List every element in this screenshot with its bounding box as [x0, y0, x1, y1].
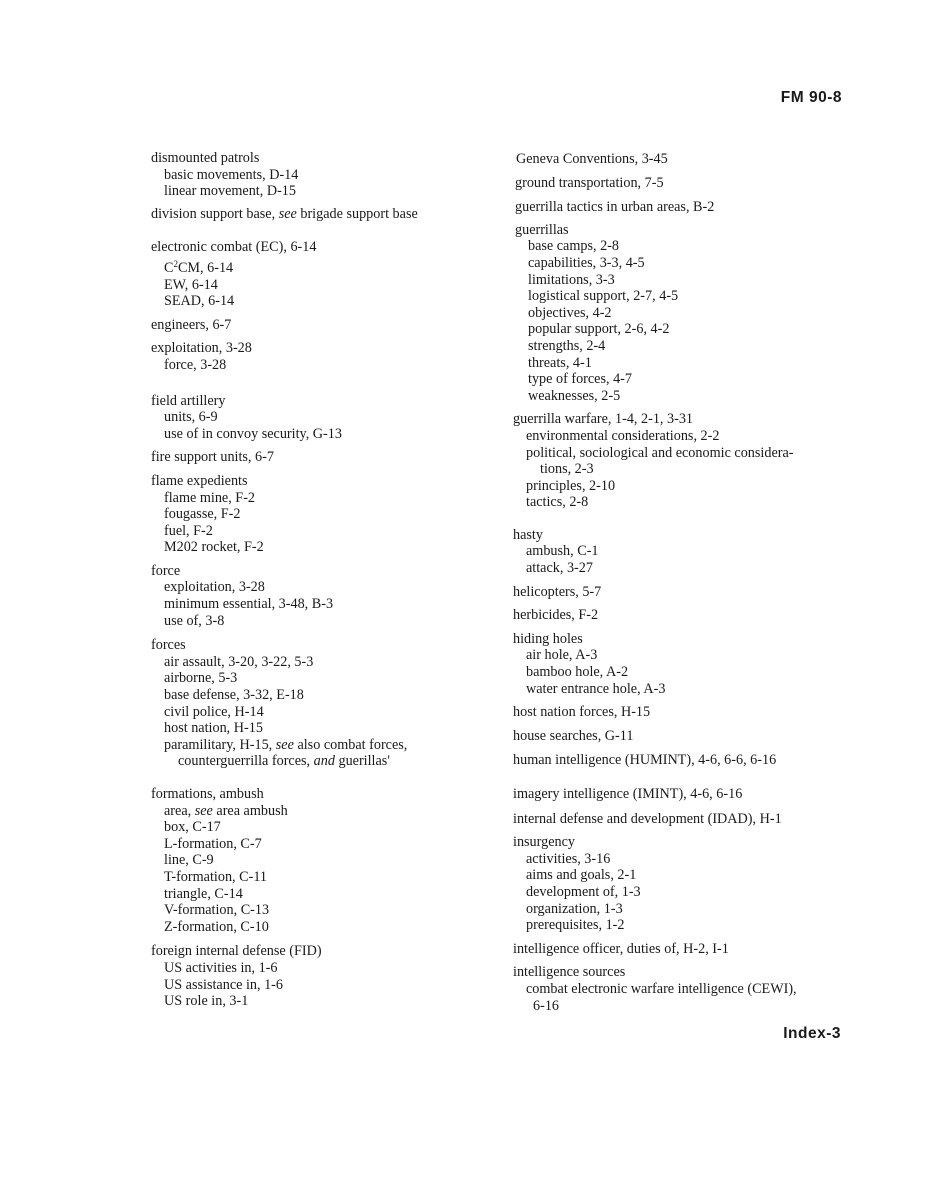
entry-subterm: threats, 4-1 [528, 354, 592, 371]
entry-subterm: Z-formation, C-10 [164, 918, 269, 935]
entry-subterm: V-formation, C-13 [164, 902, 270, 919]
index-entry-foreign-internal-defense [151, 943, 496, 1009]
entry-subterm: flame mine, F-2 [164, 489, 256, 506]
entry-subterm: use of, 3-8 [164, 612, 225, 629]
entry-term: engineers, 6-7 [151, 316, 232, 333]
entry-text: division support base, [151, 205, 279, 222]
entry-subterm: popular support, 2-6, 4-2 [528, 321, 670, 338]
entry-text: brigade support base [296, 205, 418, 222]
index-entry-imagery-intelligence [513, 786, 843, 803]
entry-term: forces [151, 637, 186, 654]
entry-term: force [151, 562, 181, 579]
entry-term: insurgency [513, 834, 575, 851]
entry-term: fire support units, 6-7 [151, 449, 274, 466]
entry-term: dismounted patrols [151, 150, 260, 166]
index-entry-geneva-conventions [513, 151, 843, 168]
entry-subterm: base camps, 2-8 [528, 238, 620, 255]
entry-subterm: tactics, 2-8 [526, 494, 589, 511]
index-entry-house-searches [513, 728, 843, 745]
index-entry-hiding-holes [513, 631, 843, 697]
index-column-right [513, 151, 843, 1014]
index-entry-field-artillery [151, 393, 496, 443]
see-reference: see [278, 205, 297, 222]
entry-subterm [151, 803, 496, 820]
index-entry-division-support-base [151, 206, 496, 223]
entry-term: flame expedients [151, 472, 248, 489]
entry-subterm: exploitation, 3-28 [164, 579, 265, 596]
entry-text: also combat forces, [293, 736, 408, 753]
entry-subterm: airborne, 5-3 [164, 670, 238, 687]
entry-term: intelligence officer, duties of, H-2, I-1 [513, 940, 729, 957]
index-entry-exploitation [151, 340, 496, 373]
entry-subterm: activities, 3-16 [526, 850, 611, 867]
entry-subterm: type of forces, 4-7 [528, 371, 633, 388]
entry-subterm: EW, 6-14 [164, 276, 218, 293]
entry-subterm: US activities in, 1-6 [164, 959, 278, 976]
entry-subterm: attack, 3-27 [526, 560, 593, 577]
index-entry-intelligence-officer [513, 941, 843, 958]
index-entry-human-intelligence [513, 752, 843, 769]
entry-subterm: fuel, F-2 [164, 522, 213, 539]
index-entry-dismounted-patrols [151, 150, 496, 200]
entry-continuation: tions, 2-3 [540, 461, 594, 478]
entry-term: formations, ambush [151, 786, 264, 802]
entry-term: Geneva Conventions, 3-45 [516, 151, 668, 167]
entry-subterm: triangle, C-14 [164, 885, 243, 902]
entry-text: paramilitary, H-15, [164, 736, 276, 753]
entry-text: CM, 6-14 [177, 259, 234, 276]
entry-term: guerrillas [515, 221, 569, 238]
index-entry-guerrilla-tactics [513, 199, 843, 216]
entry-term: helicopters, 5-7 [513, 583, 602, 600]
entry-term: ground transportation, 7-5 [515, 174, 664, 191]
index-entry-fire-support-units [151, 449, 496, 466]
entry-continuation [151, 753, 496, 770]
index-entry-guerrillas [513, 222, 843, 405]
entry-subterm [151, 256, 496, 277]
entry-subterm: strengths, 2-4 [528, 337, 606, 354]
index-entry-forces [151, 637, 496, 770]
entry-subterm: L-formation, C-7 [164, 835, 262, 852]
entry-subterm: units, 6-9 [164, 409, 218, 426]
entry-subterm: M202 rocket, F-2 [164, 539, 264, 556]
entry-subterm: bamboo hole, A-2 [526, 664, 629, 681]
entry-term [151, 206, 496, 223]
entry-subterm: ambush, C-1 [526, 543, 599, 560]
entry-subterm: principles, 2-10 [526, 477, 616, 494]
entry-term: electronic combat (EC), 6-14 [151, 239, 317, 256]
entry-text: area ambush [212, 802, 288, 819]
index-entry-force [151, 563, 496, 629]
entry-subterm: aims and goals, 2-1 [526, 867, 637, 884]
index-entry-herbicides [513, 607, 843, 624]
entry-text: area, [164, 802, 195, 819]
see-reference: see [275, 736, 294, 753]
entry-subterm: limitations, 3-3 [528, 271, 615, 288]
entry-text: guerillas' [334, 753, 390, 770]
entry-subterm: basic movements, D-14 [164, 166, 299, 183]
entry-subterm: organization, 1-3 [526, 900, 623, 917]
entry-subterm: combat electronic warfare intelligence (CEWI), [526, 980, 797, 997]
entry-term: host nation forces, H-15 [513, 704, 651, 721]
entry-term: guerrilla tactics in urban areas, B-2 [515, 199, 715, 216]
entry-text: counterguerrilla forces, [178, 753, 314, 770]
entry-continuation: 6-16 [533, 997, 560, 1014]
entry-subterm: environmental considerations, 2-2 [526, 427, 720, 444]
entry-subterm: development of, 1-3 [526, 883, 641, 900]
index-column-left [151, 150, 496, 1010]
index-entry-guerrilla-warfare [513, 411, 843, 511]
index-entry-helicopters [513, 584, 843, 601]
entry-term: hasty [513, 526, 543, 543]
entry-subterm: minimum essential, 3-48, B-3 [164, 596, 334, 613]
entry-subterm: political, sociological and economic considera- [526, 444, 794, 461]
entry-subterm: air hole, A-3 [526, 647, 598, 664]
entry-subterm: host nation, H-15 [164, 720, 263, 737]
entry-term: foreign internal defense (FID) [151, 943, 322, 960]
entry-term: field artillery [151, 392, 226, 409]
entry-subterm: box, C-17 [164, 819, 221, 836]
entry-subterm: US assistance in, 1-6 [164, 976, 284, 993]
entry-subterm: fougasse, F-2 [164, 506, 241, 523]
entry-subterm: US role in, 3-1 [164, 993, 249, 1010]
entry-subterm: objectives, 4-2 [528, 304, 612, 321]
superscript: 2 [173, 258, 178, 269]
see-reference: see [194, 802, 213, 819]
entry-term: hiding holes [513, 630, 583, 647]
index-entry-engineers [151, 317, 496, 334]
entry-subterm: air assault, 3-20, 3-22, 5-3 [164, 653, 314, 670]
entry-subterm [151, 737, 496, 754]
entry-subterm: use of in convoy security, G-13 [164, 425, 342, 442]
entry-term: internal defense and development (IDAD), H-1 [513, 810, 782, 827]
index-entry-hasty [513, 527, 843, 577]
index-entry-flame-expedients [151, 473, 496, 556]
entry-term: human intelligence (HUMINT), 4-6, 6-6, 6-16 [513, 752, 777, 769]
entry-subterm: line, C-9 [164, 852, 214, 869]
page-number-footer: Index-3 [783, 1025, 841, 1042]
entry-subterm: civil police, H-14 [164, 703, 264, 720]
entry-subterm: base defense, 3-32, E-18 [164, 687, 304, 704]
entry-subterm: linear movement, D-15 [164, 183, 296, 200]
entry-subterm: force, 3-28 [164, 356, 227, 373]
entry-subterm: capabilities, 3-3, 4-5 [528, 254, 645, 271]
entry-term: exploitation, 3-28 [151, 340, 252, 357]
entry-subterm: water entrance hole, A-3 [526, 680, 666, 697]
entry-subterm: prerequisites, 1-2 [526, 917, 625, 934]
entry-term: imagery intelligence (IMINT), 4-6, 6-16 [513, 786, 743, 802]
manual-number-header: FM 90-8 [780, 89, 842, 106]
entry-subterm: T-formation, C-11 [164, 868, 267, 885]
and-reference: and [313, 753, 335, 770]
index-entry-internal-defense [513, 811, 843, 828]
index-entry-ground-transportation [513, 175, 843, 192]
index-entry-electronic-combat [151, 239, 496, 309]
entry-term: guerrilla warfare, 1-4, 2-1, 3-31 [513, 411, 694, 428]
entry-subterm: weaknesses, 2-5 [528, 387, 621, 404]
entry-subterm: SEAD, 6-14 [164, 293, 235, 310]
index-entry-host-nation-forces [513, 704, 843, 721]
entry-term: house searches, G-11 [513, 727, 634, 744]
index-entry-intelligence-sources [513, 964, 843, 1014]
entry-text: C [164, 259, 174, 276]
index-entry-insurgency [513, 834, 843, 934]
entry-subterm: logistical support, 2-7, 4-5 [528, 288, 679, 305]
entry-term: intelligence sources [513, 964, 626, 981]
entry-term: herbicides, F-2 [513, 607, 599, 624]
index-entry-formations-ambush [151, 786, 496, 935]
